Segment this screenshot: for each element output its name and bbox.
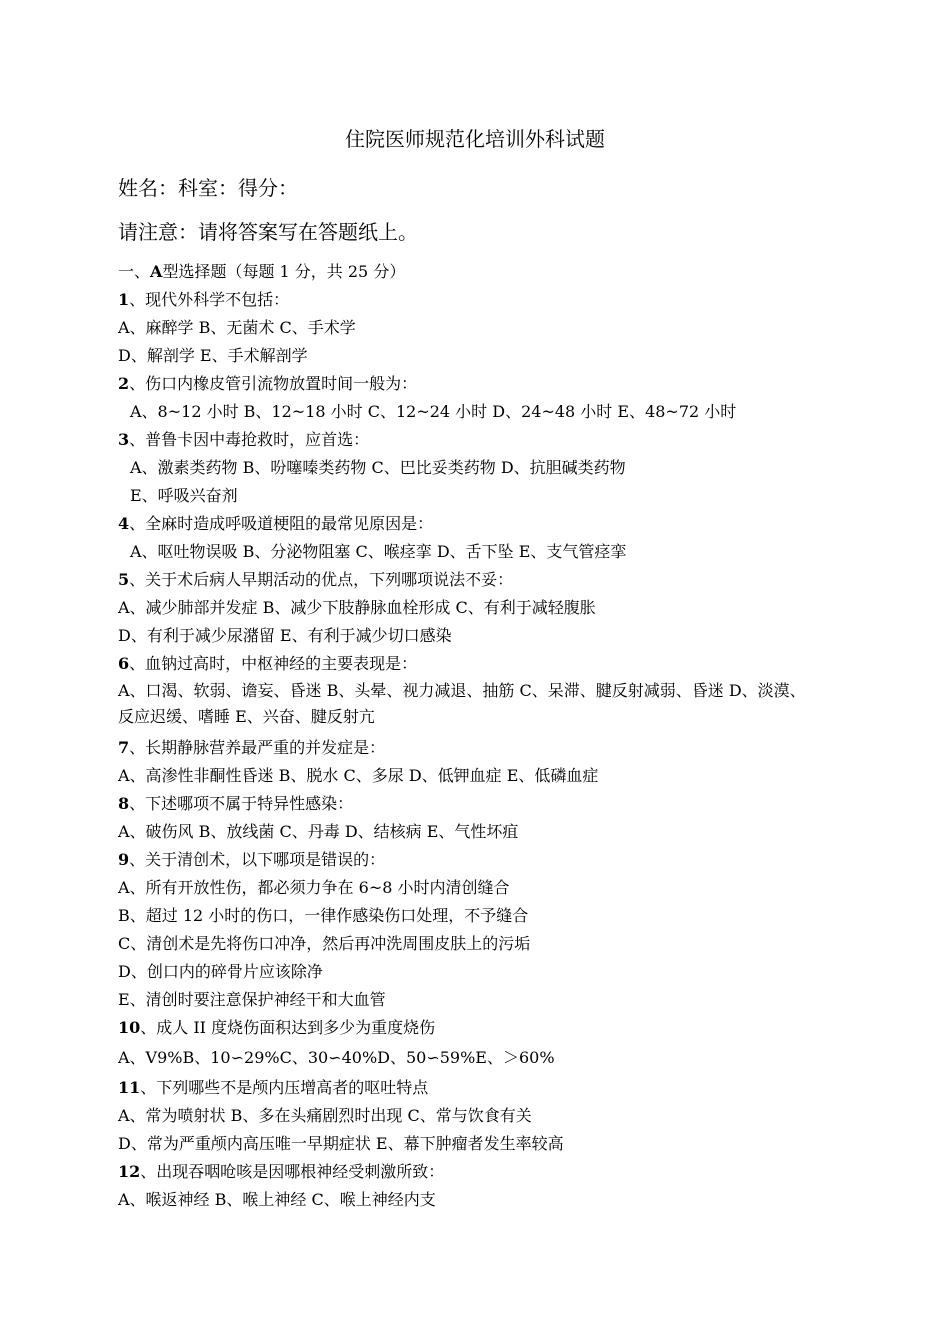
question-stem [118,735,385,758]
question-option: D、创口内的碎骨片应该除净 [118,962,323,981]
question-stem [118,511,433,534]
question-stem [118,1015,435,1038]
question-text: 、全麻时造成呼吸道梗阻的最常见原因是： [129,514,434,533]
question-number: 6 [118,654,130,673]
question-number: 9 [118,850,130,869]
question-text: 、下述哪项不属于特异性感染： [129,794,354,813]
question-stem [118,1159,444,1182]
question-text: 、现代外科学不包括： [129,290,290,309]
question-stem [118,287,289,310]
question-option: D、常为严重颅内高压唯一早期症状 E、幕下肿瘤者发生率较高 [118,1134,564,1153]
question-text: 、关于术后病人早期活动的优点，下列哪项说法不妥： [129,570,514,589]
notice: 请注意：请将答案写在答题纸上。 [118,220,418,244]
question-text: 、成人 II 度烧伤面积达到多少为重度烧伤 [140,1018,436,1037]
question-text: 、下列哪些不是颅内压增高者的呕吐特点 [140,1078,429,1097]
question-option: A、激素类药物 B、吩噻嗪类药物 C、巴比妥类药物 D、抗胆碱类药物 [130,458,626,477]
question-text: 、出现吞咽呛咳是因哪根神经受刺激所致： [140,1162,445,1181]
page-title: 住院医师规范化培训外科试题 [345,127,605,151]
question-stem [118,371,417,394]
question-option: A、V9%B、10∽29%C、30∽40%D、50∽59%E、＞60% [118,1048,555,1067]
question-number: 7 [118,738,130,757]
section-heading [118,259,405,282]
question-stem [118,847,385,870]
question-option: A、喉返神经 B、喉上神经 C、喉上神经内支 [118,1190,436,1209]
question-number: 5 [118,570,130,589]
question-option: A、高渗性非酮性昏迷 B、脱水 C、多尿 D、低钾血症 E、低磷血症 [118,766,599,785]
question-option: A、麻醉学 B、无菌术 C、手术学 [118,318,356,337]
question-option: C、清创术是先将伤口冲净，然后再冲洗周围皮肤上的污垢 [118,934,531,953]
question-option: D、有利于减少尿潴留 E、有利于减少切口感染 [118,626,452,645]
section-number: 一、 [118,262,151,281]
question-number: 2 [118,374,130,393]
section-label: 型选择题（每题 1 分，共 25 分） [162,262,406,281]
question-option: A、减少肺部并发症 B、减少下肢静脉血栓形成 C、有利于减轻腹胀 [118,598,596,617]
question-stem [118,791,353,814]
question-number: 3 [118,430,130,449]
question-number: 11 [118,1078,141,1097]
section-type: A [150,262,163,281]
question-stem [118,567,513,590]
question-stem [118,651,417,674]
question-number: 8 [118,794,130,813]
question-number: 12 [118,1162,141,1181]
question-option: A、口渴、软弱、谵妄、昏迷 B、头晕、视力减退、抽筋 C、呆滞、腱反射减弱、昏迷 D、淡漠、反应迟缓、嗜睡 E、兴奋、腱反射亢 [118,681,806,726]
question-option: B、超过 12 小时的伤口，一律作感染伤口处理，不予缝合 [118,906,529,925]
question-number: 10 [118,1018,141,1037]
question-text: 、血钠过高时，中枢神经的主要表现是： [129,654,418,673]
question-option: A、呕吐物误吸 B、分泌物阻塞 C、喉痉挛 D、舌下坠 E、支气管痉挛 [130,542,627,561]
question-option: D、解剖学 E、手术解剖学 [118,346,308,365]
question-text: 、伤口内橡皮管引流物放置时间一般为： [129,374,418,393]
question-stem [118,427,369,450]
question-text: 、长期静脉营养最严重的并发症是： [129,738,386,757]
question-number: 4 [118,514,130,533]
header-fields: 姓名：科室：得分： [118,176,298,200]
question-option: E、呼吸兴奋剂 [130,486,238,505]
question-option: A、常为喷射状 B、多在头痛剧烈时出现 C、常与饮食有关 [118,1106,532,1125]
question-number: 1 [118,290,130,309]
question-stem [118,1075,428,1098]
question-option: A、所有开放性伤，都必须力争在 6~8 小时内清创缝合 [118,878,510,897]
question-text: 、关于清创术，以下哪项是错误的： [129,850,386,869]
question-option: A、破伤风 B、放线菌 C、丹毒 D、结核病 E、气性坏疽 [118,822,519,841]
question-text: 、普鲁卡因中毒抢救时，应首选： [129,430,370,449]
question-option: E、清创时要注意保护神经干和大血管 [118,990,386,1009]
question-option: A、8~12 小时 B、12~18 小时 C、12~24 小时 D、24~48 小时 E、48~72 小时 [130,402,737,421]
